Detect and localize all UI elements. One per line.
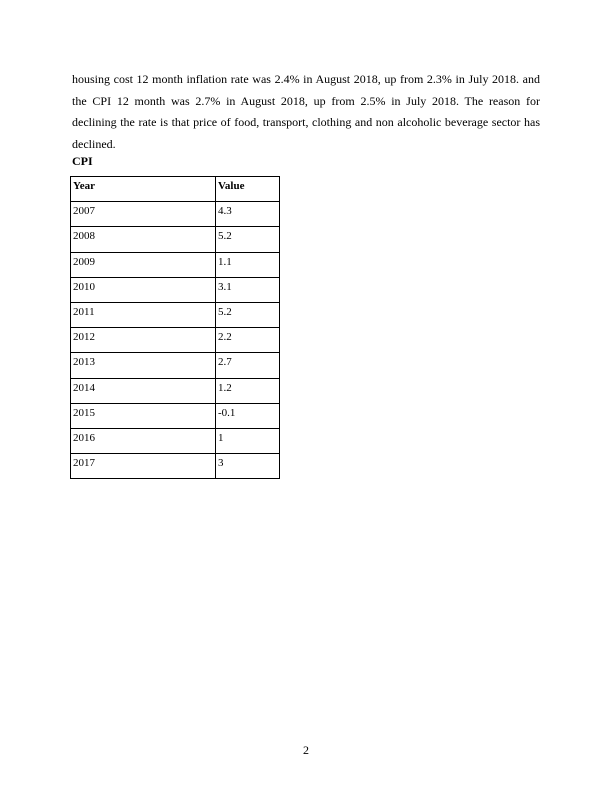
year-cell: 2017 bbox=[71, 454, 216, 479]
table-row bbox=[71, 277, 280, 302]
value-cell: 5.2 bbox=[216, 302, 280, 327]
table-row bbox=[71, 202, 280, 227]
value-cell: 1 bbox=[216, 428, 280, 453]
year-cell: 2007 bbox=[71, 202, 216, 227]
header-value: Value bbox=[216, 177, 280, 202]
year-cell: 2016 bbox=[71, 428, 216, 453]
value-cell: 2.2 bbox=[216, 328, 280, 353]
value-cell: -0.1 bbox=[216, 403, 280, 428]
year-cell: 2013 bbox=[71, 353, 216, 378]
table-row bbox=[71, 454, 280, 479]
body-paragraph: housing cost 12 month inflation rate was 2.4% in August 2018, up from 2.3% in July 2018. and the CPI 12 month was 2.7% in August 2018, up from 2.5% in July 2018. The reason for declining the rate is that price of food, transport, clothing and non alcoholic beverage sector has declined. bbox=[72, 72, 540, 151]
table-row bbox=[71, 428, 280, 453]
value-cell: 1.1 bbox=[216, 252, 280, 277]
table-row bbox=[71, 328, 280, 353]
year-cell: 2008 bbox=[71, 227, 216, 252]
cpi-table bbox=[70, 176, 280, 479]
page-number: 2 bbox=[303, 743, 309, 757]
value-cell: 3 bbox=[216, 454, 280, 479]
table-row bbox=[71, 227, 280, 252]
year-cell: 2015 bbox=[71, 403, 216, 428]
year-cell: 2010 bbox=[71, 277, 216, 302]
table-row bbox=[71, 378, 280, 403]
header-year: Year bbox=[71, 177, 216, 202]
year-cell: 2012 bbox=[71, 328, 216, 353]
table-row bbox=[71, 302, 280, 327]
table-header-row bbox=[71, 177, 280, 202]
year-cell: 2009 bbox=[71, 252, 216, 277]
value-cell: 5.2 bbox=[216, 227, 280, 252]
year-cell: 2011 bbox=[71, 302, 216, 327]
value-cell: 1.2 bbox=[216, 378, 280, 403]
table-row bbox=[71, 252, 280, 277]
value-cell: 3.1 bbox=[216, 277, 280, 302]
value-cell: 4.3 bbox=[216, 202, 280, 227]
section-heading-cpi: CPI bbox=[72, 154, 93, 168]
table-row bbox=[71, 353, 280, 378]
year-cell: 2014 bbox=[71, 378, 216, 403]
value-cell: 2.7 bbox=[216, 353, 280, 378]
table-row bbox=[71, 403, 280, 428]
